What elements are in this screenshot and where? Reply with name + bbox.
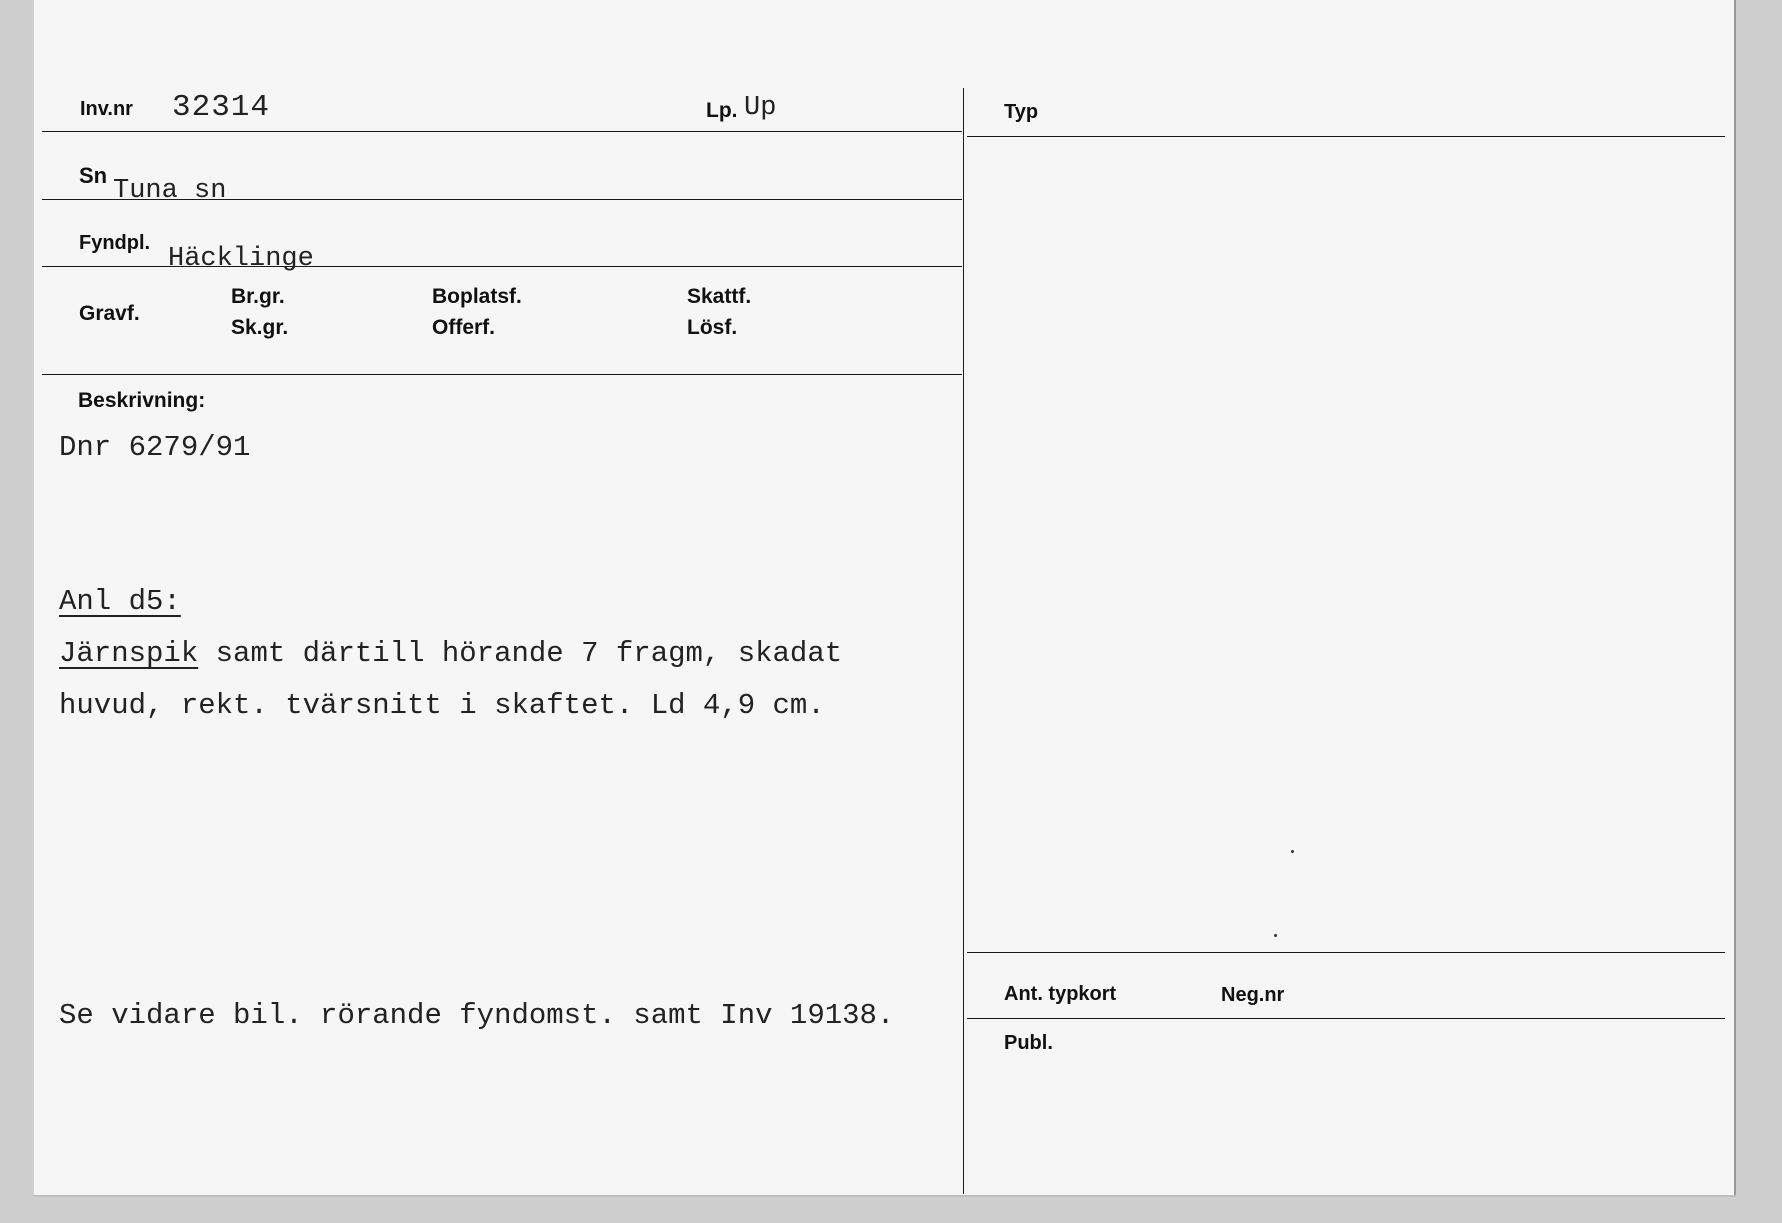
fyndpl-label: Fyndpl. (79, 232, 151, 254)
column-divider (963, 88, 964, 1194)
gravf-label: Gravf. (79, 302, 140, 325)
offerf-label: Offerf. (432, 316, 495, 339)
sn-value: Tuna sn (113, 176, 227, 206)
rule-inv (42, 131, 962, 132)
rule-category (42, 374, 962, 375)
beskrivning-label: Beskrivning: (78, 389, 206, 412)
brgr-label: Br.gr. (231, 285, 285, 308)
losf-label: Lösf. (687, 316, 738, 339)
skgr-label: Sk.gr. (231, 316, 289, 339)
lp-value: Up (744, 93, 777, 123)
sn-label: Sn (79, 163, 108, 188)
skattf-label: Skattf. (687, 285, 752, 308)
inv-value: 32314 (172, 90, 271, 125)
boplatsf-label: Boplatsf. (432, 285, 522, 308)
rule-ant-top (967, 952, 1725, 953)
se-vidare-text: Se vidare bil. rörande fyndomst. samt Inv 19138. (59, 999, 895, 1032)
description-line-1-rest: samt därtill hörande 7 fragm, skadat (198, 637, 843, 670)
dnr-text: Dnr 6279/91 (59, 431, 251, 464)
catalog-card (34, 0, 1736, 1195)
ant-typkort-label: Ant. typkort (1004, 983, 1117, 1005)
inv-label: Inv.nr (80, 98, 133, 120)
typ-label: Typ (1004, 101, 1039, 123)
lp-label: Lp. (706, 99, 738, 122)
speck-mark (1274, 934, 1277, 937)
description-line-2: huvud, rekt. tvärsnitt i skaftet. Ld 4,9 cm. (59, 689, 825, 722)
publ-label: Publ. (1004, 1032, 1053, 1054)
rule-typ (967, 136, 1725, 137)
fyndpl-value: Häcklinge (168, 244, 314, 274)
description-keyword: Järnspik (59, 637, 199, 670)
speck-mark (1291, 850, 1294, 853)
neg-nr-label: Neg.nr (1221, 984, 1285, 1006)
description-line-1 (59, 637, 842, 670)
anl-heading: Anl d5: (59, 585, 181, 618)
rule-ant-bottom (967, 1018, 1725, 1019)
